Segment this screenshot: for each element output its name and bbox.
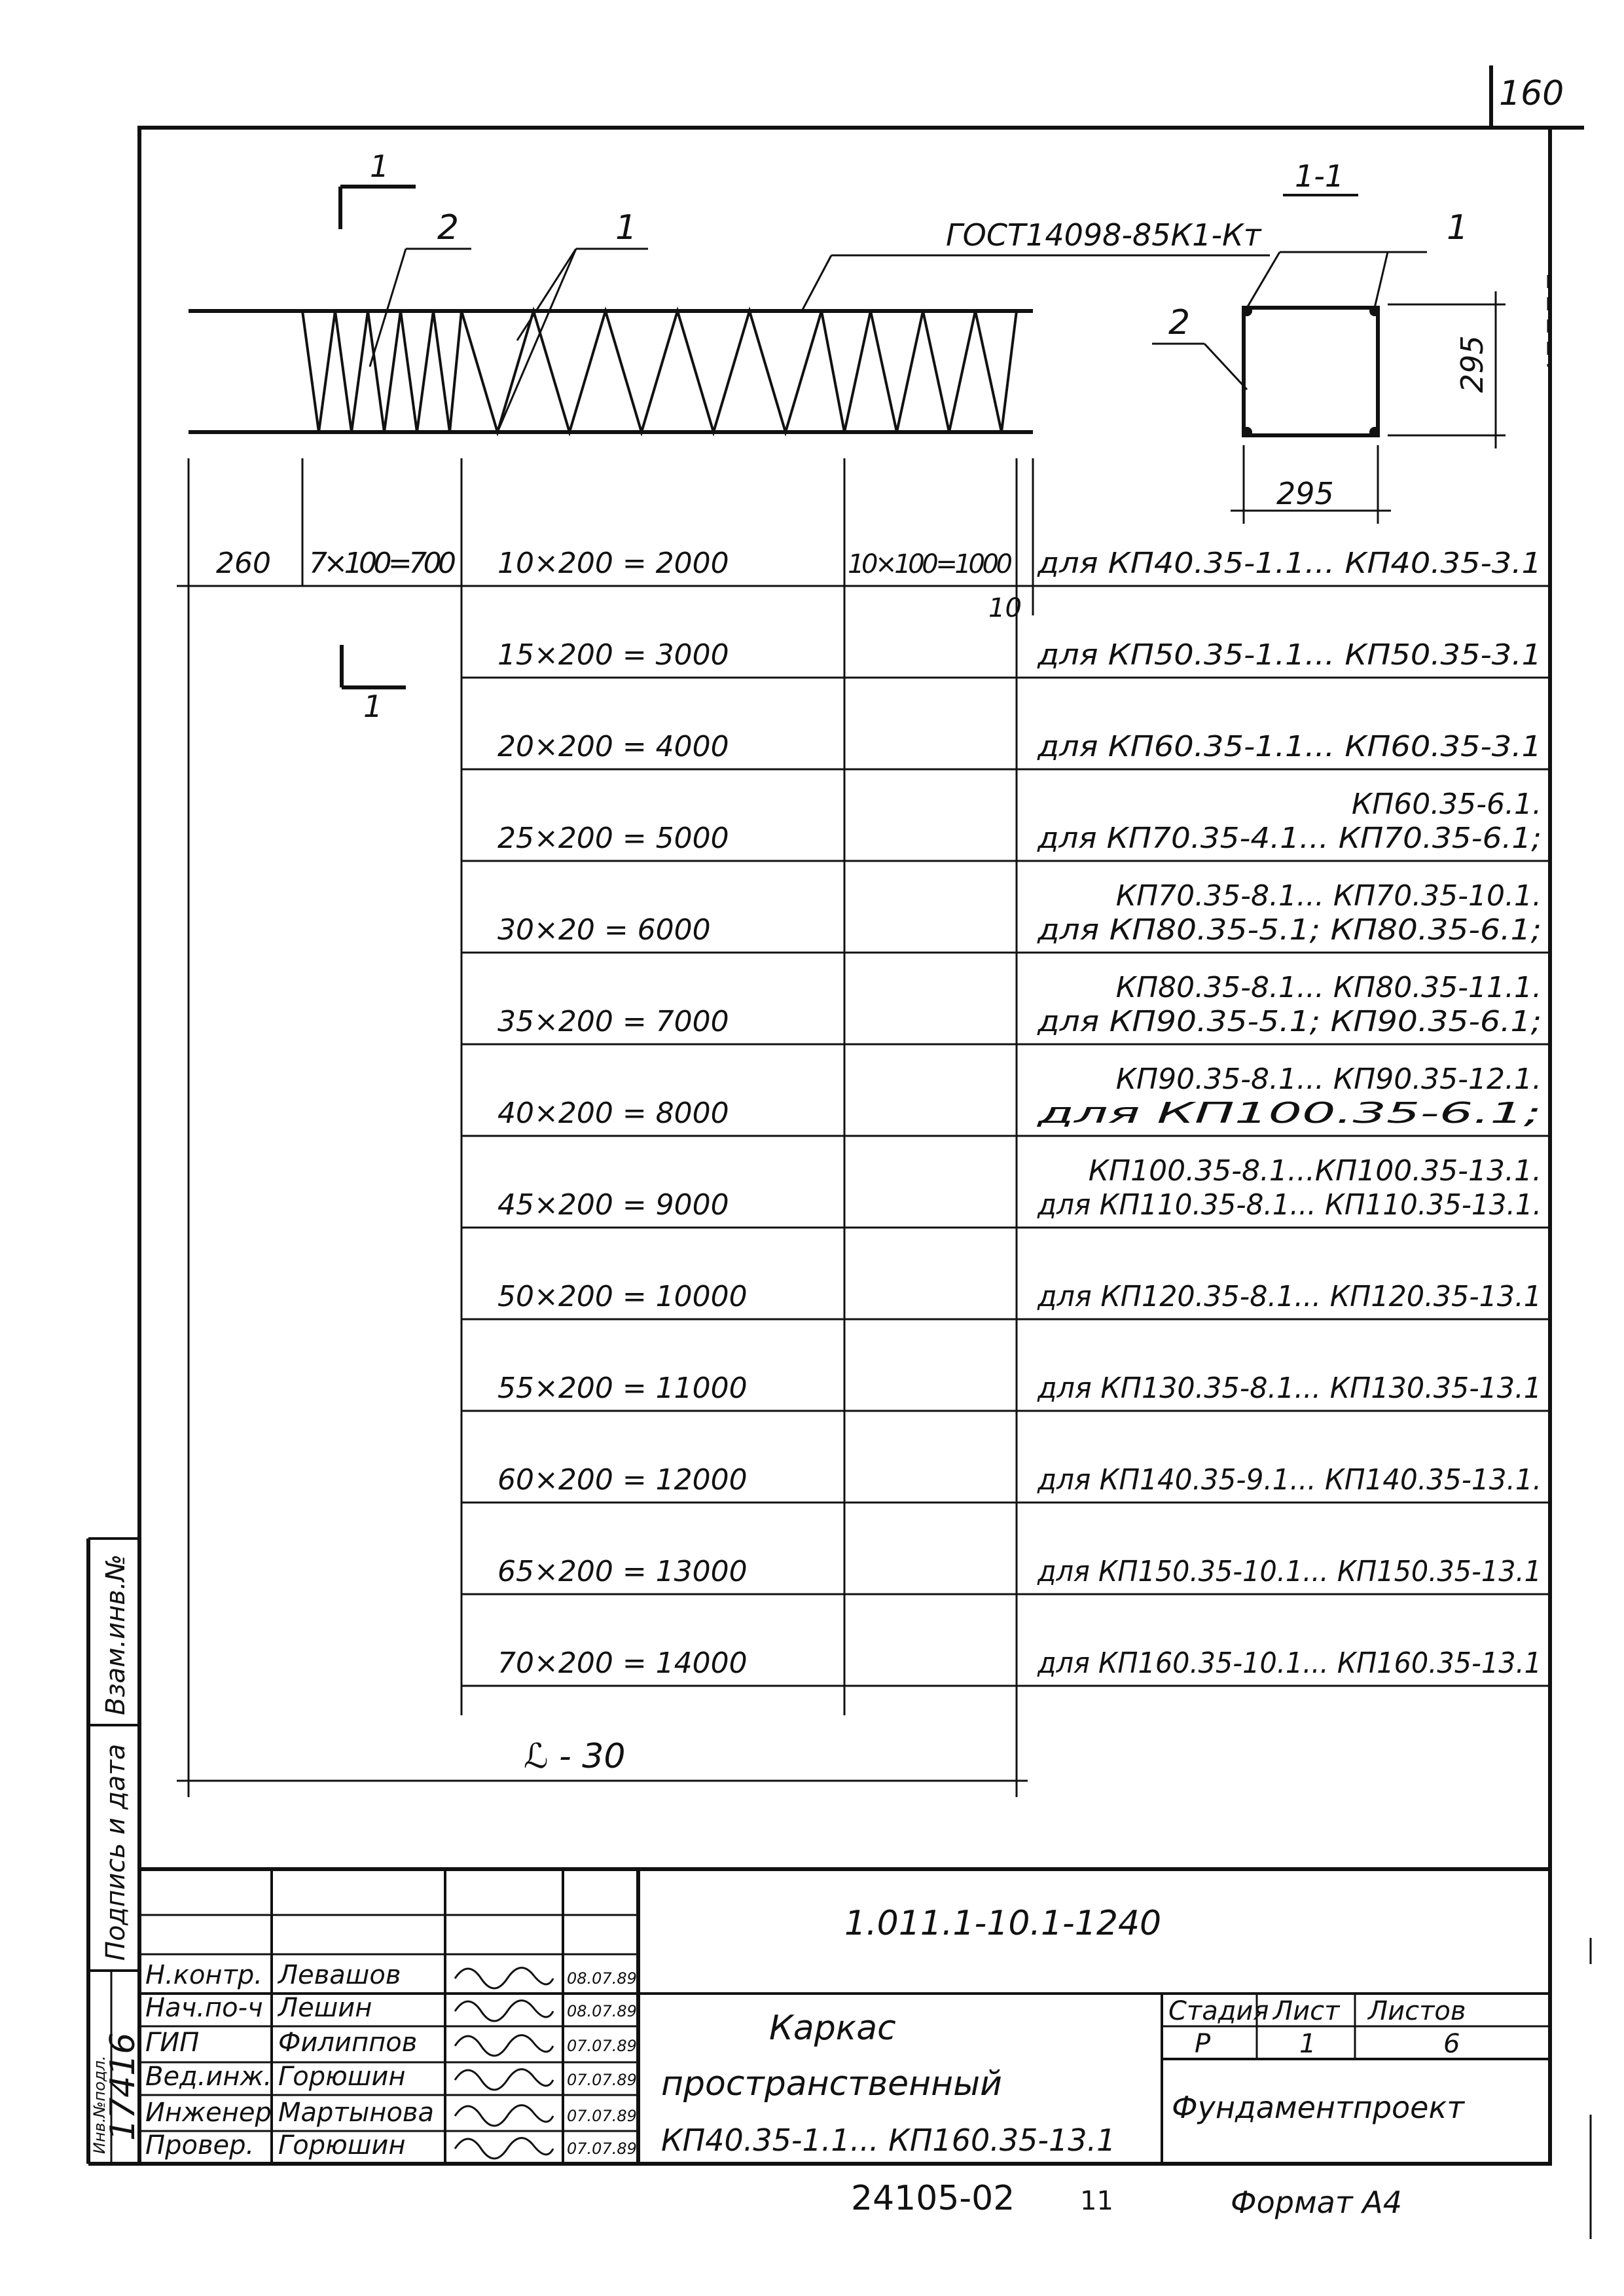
row-applies: для КП150.35-10.1... КП150.35-13.1 xyxy=(1037,1555,1542,1588)
footer-format: Формат А4 xyxy=(1231,2185,1402,2220)
table-row xyxy=(461,1372,1550,1411)
footer xyxy=(851,2179,1402,2220)
stamp-podpis: Подпись и дата xyxy=(101,1743,131,1961)
dim-step-10-end: 10×100=1000 xyxy=(848,549,1013,579)
table-row xyxy=(461,1555,1550,1594)
row-applies: для КП50.35-1.1... КП50.35-3.1 xyxy=(1036,638,1542,672)
row-applies: для КП120.35-8.1... КП120.35-13.1 xyxy=(1037,1280,1542,1313)
table-row xyxy=(461,879,1550,953)
table-row xyxy=(461,730,1550,769)
row-applies: для КП80.35-5.1; КП80.35-6.1; xyxy=(1036,913,1542,947)
spiral-wire xyxy=(302,311,1017,432)
section-mark-top xyxy=(340,149,416,229)
role: ГИП xyxy=(145,2028,200,2058)
role: Вед.инж. xyxy=(145,2062,272,2092)
row-spacing: 70×200 = 14000 xyxy=(497,1647,748,1680)
handwritten-signature xyxy=(455,2138,553,2159)
cs-callout-2: 2 xyxy=(1168,303,1191,342)
row-applies: для КП160.35-10.1... КП160.35-13.1 xyxy=(1037,1647,1542,1680)
row-applies-continuation: КП100.35-8.1...КП100.35-13.1. xyxy=(1088,1154,1542,1188)
sign-date: 07.07.89 xyxy=(567,2140,637,2158)
cs-width: 295 xyxy=(1276,476,1334,511)
row-applies: для КП140.35-9.1... КП140.35-13.1. xyxy=(1037,1463,1542,1497)
handwritten-signature xyxy=(455,2105,553,2126)
row-applies: для КП60.35-1.1... КП60.35-3.1 xyxy=(1036,730,1542,763)
row-spacing: 25×200 = 5000 xyxy=(497,822,729,855)
designation: 1.011.1-10.1-1240 xyxy=(844,1904,1162,1943)
sign-date: 07.07.89 xyxy=(567,2037,637,2055)
row-spacing: 40×200 = 8000 xyxy=(497,1097,729,1130)
sheet-number-box xyxy=(1491,65,1584,128)
row-applies-continuation: КП70.35-8.1... КП70.35-10.1. xyxy=(1115,879,1542,913)
section-mark-lower-label: 1 xyxy=(363,689,383,724)
table-row xyxy=(461,1463,1550,1503)
spacing-table xyxy=(461,547,1550,1686)
person-name: Филиппов xyxy=(278,2028,418,2058)
spiral-reinforcement xyxy=(302,311,1017,432)
table-row xyxy=(461,1154,1550,1228)
row-spacing: 55×200 = 11000 xyxy=(497,1372,748,1405)
cross-section-1-1 xyxy=(1152,158,1548,524)
section-title: 1-1 xyxy=(1295,158,1344,194)
row-applies-continuation: КП80.35-8.1... КП80.35-11.1. xyxy=(1115,971,1542,1004)
sign-date: 08.07.89 xyxy=(567,2002,637,2020)
sign-date: 07.07.89 xyxy=(567,2107,637,2125)
row-applies: для КП130.35-8.1... КП130.35-13.1 xyxy=(1037,1372,1542,1405)
role: Нач.по-ч xyxy=(145,1993,263,2023)
row-spacing: 30×20 = 6000 xyxy=(497,913,711,947)
callout-position-2: 2 xyxy=(437,208,460,247)
person-name: Горюшин xyxy=(278,2130,406,2160)
row-spacing: 35×200 = 7000 xyxy=(497,1005,729,1038)
row-applies: для КП100.35-6.1; xyxy=(1036,1097,1542,1130)
footer-code: 24105-02 xyxy=(851,2179,1015,2218)
title-line-1: Каркас xyxy=(769,2009,896,2048)
row-applies: для КП70.35-4.1... КП70.35-6.1; xyxy=(1036,822,1542,855)
person-name: Левашов xyxy=(278,1960,401,1990)
gost-reference: ГОСТ14098-85К1-Кт xyxy=(946,217,1261,253)
value-stage: Р xyxy=(1195,2029,1211,2059)
person-name: Мартынова xyxy=(278,2098,435,2128)
role: Инженер xyxy=(145,2098,272,2128)
stamp-vzam: Взам.инв.№ xyxy=(101,1554,131,1715)
table-row xyxy=(497,547,1542,580)
header-sheets: Листов xyxy=(1368,1996,1466,2026)
row-spacing: 20×200 = 4000 xyxy=(497,730,729,763)
sign-date: 07.07.89 xyxy=(567,2071,637,2089)
dim-overall: ℒ - 30 xyxy=(524,1737,626,1776)
sign-date: 08.07.89 xyxy=(567,1969,637,1988)
callout-position-1: 1 xyxy=(615,208,638,247)
handwritten-signature xyxy=(455,2035,553,2056)
dim-step-7: 7×100=700 xyxy=(309,547,456,580)
footer-num: 11 xyxy=(1080,2186,1113,2216)
role: Провер. xyxy=(145,2130,255,2160)
row-spacing: 65×200 = 13000 xyxy=(497,1555,748,1588)
row-spacing: 15×200 = 3000 xyxy=(497,638,729,672)
table-row xyxy=(461,788,1550,861)
row-applies: для КП110.35-8.1... КП110.35-13.1. xyxy=(1037,1188,1542,1222)
row-spacing: 45×200 = 9000 xyxy=(497,1188,729,1222)
table-row xyxy=(461,1063,1550,1136)
header-sheet: Лист xyxy=(1273,1996,1340,2026)
handwritten-signature xyxy=(455,1968,553,1988)
value-sheets: 6 xyxy=(1443,2029,1460,2059)
stamp-inv: Инв.№подл. xyxy=(90,2055,109,2154)
cs-height: 295 xyxy=(1454,335,1490,393)
dim-left: 260 xyxy=(216,547,271,580)
value-sheet: 1 xyxy=(1299,2029,1316,2059)
person-name: Горюшин xyxy=(278,2062,406,2092)
row-spacing: 60×200 = 12000 xyxy=(497,1463,748,1497)
row-spacing: 10×200 = 2000 xyxy=(497,547,729,580)
section-mark-lower xyxy=(342,645,406,724)
title-line-3: КП40.35-1.1... КП160.35-13.1 xyxy=(661,2123,1116,2158)
handwritten-signature xyxy=(455,2001,553,2021)
row-applies: для КП40.35-1.1... КП40.35-3.1 xyxy=(1036,547,1542,580)
person-name: Лешин xyxy=(278,1993,372,2023)
cs-callout-1: 1 xyxy=(1447,208,1469,247)
row-spacing: 50×200 = 10000 xyxy=(497,1280,748,1313)
side-stamp xyxy=(88,1539,143,2164)
row-applies: для КП90.35-5.1; КП90.35-6.1; xyxy=(1036,1005,1542,1038)
table-row xyxy=(461,638,1550,678)
table-row xyxy=(461,971,1550,1044)
table-row xyxy=(461,1647,1550,1686)
section-mark-label: 1 xyxy=(370,149,389,184)
header-stage: Стадия xyxy=(1168,1996,1269,2026)
stamp-inv-number: 17416 xyxy=(103,2032,143,2141)
row-applies-continuation: КП60.35-6.1. xyxy=(1351,788,1542,821)
organization: Фундаментпроект xyxy=(1172,2090,1465,2125)
handwritten-signature xyxy=(455,2069,553,2090)
table-row xyxy=(461,1280,1550,1319)
dim-gap-10: 10 xyxy=(988,593,1022,623)
title-block xyxy=(139,1869,1550,2164)
sheet-number: 160 xyxy=(1499,74,1564,113)
cage-longitudinal-view xyxy=(189,311,1033,432)
dimension-overall xyxy=(177,1737,1028,1781)
row-applies-continuation: КП90.35-8.1... КП90.35-12.1. xyxy=(1115,1063,1542,1096)
title-line-2: пространственный xyxy=(661,2064,1002,2104)
role: Н.контр. xyxy=(145,1960,262,1990)
